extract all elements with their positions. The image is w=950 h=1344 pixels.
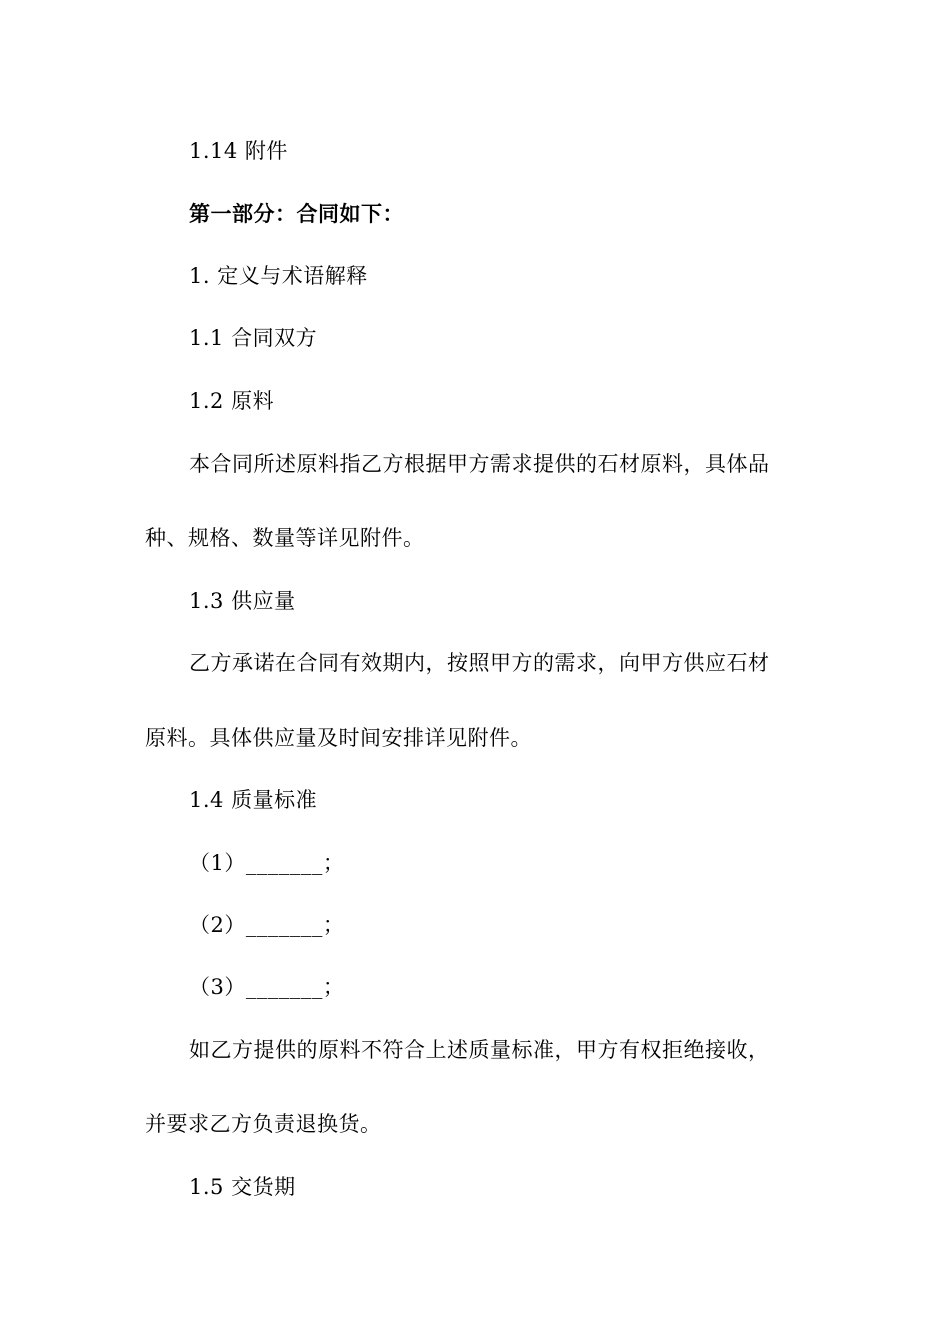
- clause-1-14-heading: 1.14 附件: [189, 139, 288, 163]
- clause-1-2-heading: 1.2 原料: [189, 389, 275, 413]
- clause-1-5-heading: 1.5 交货期: [189, 1175, 296, 1199]
- section-1-heading: 1. 定义与术语解释: [189, 264, 368, 288]
- quality-item-1: （1）_______；: [189, 851, 345, 875]
- clause-1-3-heading: 1.3 供应量: [189, 589, 296, 613]
- clause-1-4-heading: 1.4 质量标准: [189, 788, 318, 812]
- clause-1-2-paragraph-line-1: 本合同所述原料指乙方根据甲方需求提供的石材原料，具体品: [189, 452, 770, 476]
- clause-1-3-paragraph-line-2: 原料。具体供应量及时间安排详见附件。: [145, 726, 532, 750]
- clause-1-2-paragraph-line-2: 种、规格、数量等详见附件。: [145, 526, 425, 550]
- quality-item-3: （3）_______；: [189, 975, 345, 999]
- part-one-heading: 第一部分：合同如下：: [189, 201, 404, 226]
- quality-item-2: （2）_______；: [189, 913, 345, 937]
- clause-1-4-paragraph-line-1: 如乙方提供的原料不符合上述质量标准，甲方有权拒绝接收，: [189, 1038, 770, 1062]
- clause-1-3-paragraph-line-1: 乙方承诺在合同有效期内，按照甲方的需求，向甲方供应石材: [189, 651, 770, 675]
- clause-1-4-paragraph-line-2: 并要求乙方负责退换货。: [145, 1112, 382, 1136]
- clause-1-1-heading: 1.1 合同双方: [189, 326, 318, 350]
